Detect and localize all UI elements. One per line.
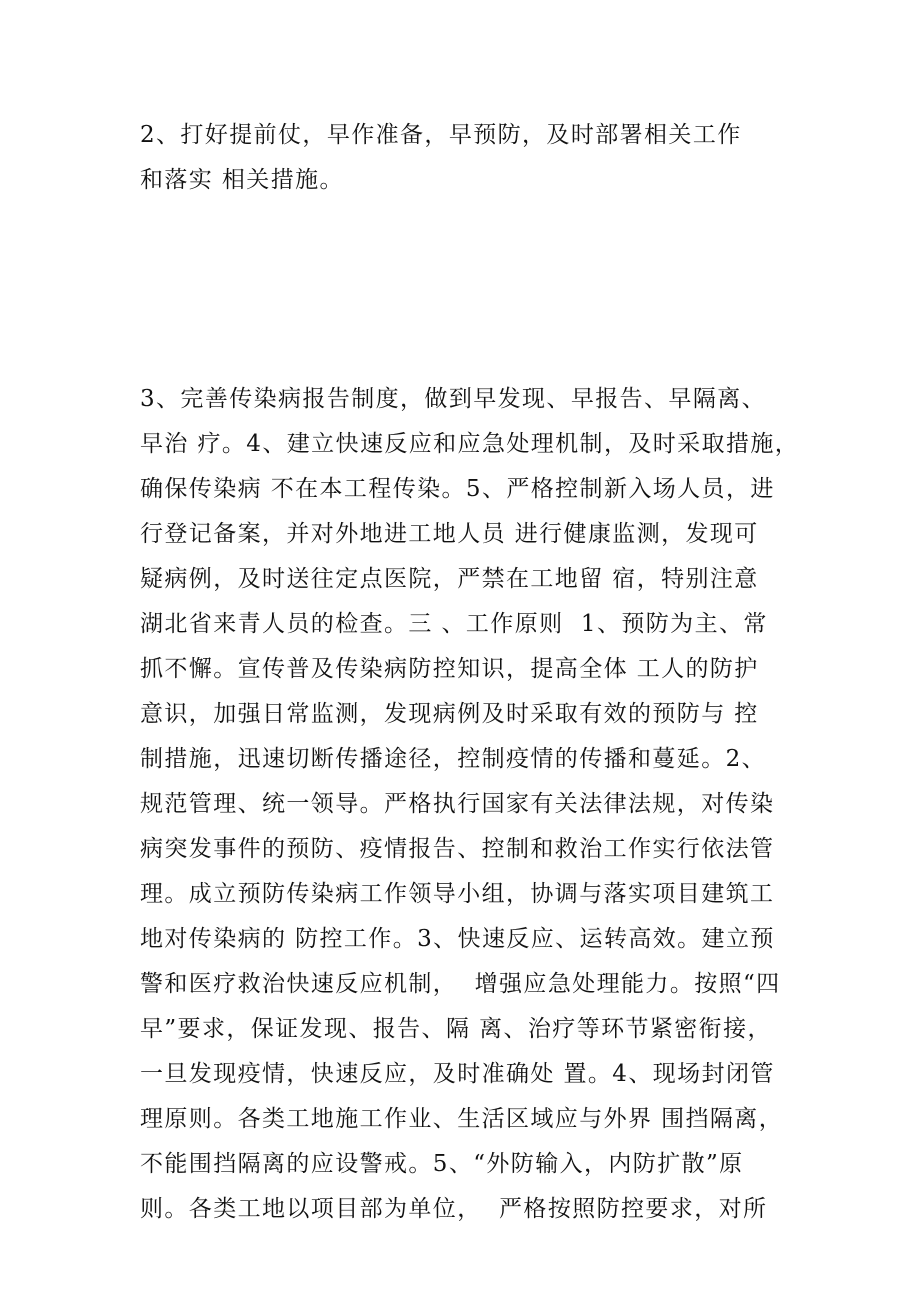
text-line: 行登记备案，并对外地进工地人员 进行健康监测，发现可 [140,521,759,547]
paragraph-reporting-and-principles [140,377,800,1232]
text-line: 规范管理、统一领导。严格执行国家有关法律法规，对传染 [140,791,775,817]
text-line: 湖北省来青人员的检查。三 、工作原则 1、预防为主、常 [140,611,768,637]
text-line: 早治 疗。4、建立快速反应和应急处理机制，及时采取措施， [140,431,800,457]
text-line: 疑病例，及时送往定点医院，严禁在工地留 宿，特别注意 [140,566,759,592]
text-line: 3、完善传染病报告制度，做到早发现、早报告、早隔离、 [140,386,767,412]
text-line: 则。各类工地以项目部为单位， 严格按照防控要求，对所 [140,1196,768,1222]
text-line: 早”要求，保证发现、报告、隔 离、治疗等环节紧密衔接， [140,1016,772,1042]
text-line: 和落实 相关措施。 [140,167,344,193]
text-line: 抓不懈。宣传普及传染病防控知识，提高全体 工人的防护 [140,656,759,682]
text-line: 2、打好提前仗，早作准备，早预防，及时部署相关工作 [140,122,742,148]
text-line: 确保传染病 不在本工程传染。5、严格控制新入场人员，进 [140,476,775,502]
text-line: 意识，加强日常监测，发现病例及时采取有效的预防与 控 [140,701,759,727]
text-line: 理。成立预防传染病工作领导小组，协调与落实项目建筑工 [140,881,775,907]
text-line: 地对传染病的 防控工作。3、快速反应、运转高效。建立预 [140,926,775,952]
text-line: 一旦发现疫情，快速反应，及时准确处 置。4、现场封闭管 [140,1061,775,1087]
text-line: 警和医疗救治快速反应机制， 增强应急处理能力。按照“四 [140,971,781,997]
text-line: 病突发事件的预防、疫情报告、控制和救治工作实行依法管 [140,836,775,862]
text-line: 理原则。各类工地施工作业、生活区域应与外界 围挡隔离， [140,1106,784,1132]
text-line: 不能围挡隔离的应设警戒。5、“外防输入，内防扩散”原 [140,1151,744,1177]
paragraph-prevention-measures [140,113,800,203]
text-line: 制措施，迅速切断传播途径，控制疫情的传播和蔓延。2、 [140,746,767,772]
